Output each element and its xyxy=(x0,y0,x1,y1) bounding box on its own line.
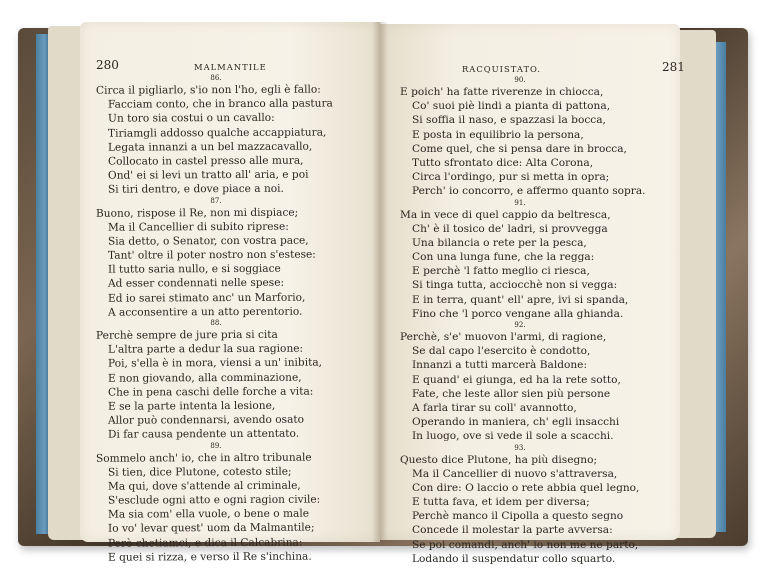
verse-line: Se poi comandi, anch' io non me ne parto, xyxy=(412,538,639,551)
stanza-number: 92. xyxy=(514,321,526,329)
verse-line: Tiriamgli addosso qualche accappiatura, xyxy=(107,126,327,140)
verse-line: E se la parte intenta la lesione, xyxy=(107,399,276,413)
verse-line: E quand' ei giunga, ed ha la rete sotto, xyxy=(412,373,621,386)
verse-line: Il tutto saria nullo, e si soggiace xyxy=(107,263,281,276)
verse-line: L'altra parte a dedur la sua ragione: xyxy=(107,342,304,356)
verse-line: Ed io sarei stimato anc' un Marforio, xyxy=(107,291,306,305)
verse-line: Di far causa pendente un attentato. xyxy=(107,427,300,441)
verse-line: Sommelo anch' io, che in altro tribunale xyxy=(95,451,312,465)
verse-line: Che in pena caschi delle forche a vita: xyxy=(107,385,314,399)
left-stanzas xyxy=(96,74,376,564)
verse-line: Si tien, dice Plutone, cotesto stile; xyxy=(107,465,292,479)
verse-line: Questo dice Plutone, ha più disegno; xyxy=(400,453,598,466)
stanza-number: 87. xyxy=(210,196,222,205)
verse-line: Ch' è il tosico de' ladri, si provvegga xyxy=(412,222,608,235)
verse-line: Perch' io concorro, e affermo quanto sopra. xyxy=(412,185,646,198)
page-number: 281 xyxy=(662,60,685,74)
page-number: 280 xyxy=(96,58,119,72)
verse-line: Si tinga tutta, acciocchè non si vegga: xyxy=(412,279,618,292)
verse-line: Ma il Cancellier di nuovo s'attraversa, xyxy=(412,467,618,480)
verse-line: Concede il molestar la parte avversa: xyxy=(412,524,613,537)
right-page-text xyxy=(400,60,685,566)
verse-line: Ond' ei si levi un tratto all' aria, e poi xyxy=(107,168,309,182)
verse-line: Si soffia il naso, e spazzasi la bocca, xyxy=(412,114,606,127)
verse-line: E quei si rizza, e verso il Re s'inchina. xyxy=(107,550,312,564)
verse-line: In luogo, ove si vede il sole a scacchi. xyxy=(412,430,614,443)
verse-line: E perchè 'l fatto meglio ci riesca, xyxy=(412,265,590,278)
verse-line: Buono, rispose il Re, non mi dispiace; xyxy=(95,206,299,220)
verse-line: Come quel, che si pensa dare in brocca, xyxy=(412,142,627,155)
verse-line: Ma in vece di quel cappio da beltresca, xyxy=(400,208,611,221)
verse-line: A acconsentire a un atto perentorio. xyxy=(107,305,303,319)
verse-line: E poich' ha fatte riverenze in chiocca, xyxy=(400,86,604,98)
verse-line: Legata innanzi a un bel mazzacavallo, xyxy=(107,140,313,154)
verse-line: Con dire: O laccio o rete abbia quel legno, xyxy=(412,481,640,494)
running-head: MALMANTILE xyxy=(194,62,267,72)
stanza-number: 93. xyxy=(514,443,526,452)
verse-line: E non giovando, alla comminazione, xyxy=(107,371,302,385)
stanza-number: 91. xyxy=(514,198,526,207)
verse-line: Si tiri dentro, e dove piace a noi. xyxy=(107,183,284,196)
verse-line: Ma sia com' ella vuole, o bene o male xyxy=(107,507,310,521)
verse-line: Io vo' levar quest' uom da Malmantile; xyxy=(107,522,315,536)
right-page-header xyxy=(400,60,685,76)
verse-line: Ad esser condennati nelle spese: xyxy=(107,277,285,291)
stanza-number: 90. xyxy=(514,76,526,84)
verse-line: Innanzi a tutti marcerà Baldone: xyxy=(412,359,588,372)
verse-line: Sia detto, o Senator, con vostra pace, xyxy=(107,234,309,248)
verse-line: A farla tirar su coll' avannotto, xyxy=(412,401,577,414)
verse-line: Perchè, s'e' muovon l'armi, di ragione, xyxy=(400,331,607,343)
verse-line: Facciam conto, che in branco alla pastura xyxy=(107,97,333,111)
verse-line: Un toro sia costui o un cavallo: xyxy=(107,112,275,126)
verse-line: Circa il pigliarlo, s'io non l'ho, egli è fallo: xyxy=(95,83,321,97)
verse-line: Circa l'ordingo, pur si metta in opra; xyxy=(412,171,610,184)
left-page-text xyxy=(96,58,376,564)
verse-line: E tutta fava, et idem per diversa; xyxy=(412,496,590,509)
running-head: RACQUISTATO. xyxy=(462,64,542,74)
stanza-number: 86. xyxy=(210,74,222,82)
verse-line: Allor può condennarsi, avendo osato xyxy=(107,413,305,427)
stanza-number: 89. xyxy=(210,441,222,450)
verse-line: Ma il Cancellier di subito riprese: xyxy=(107,220,289,234)
page-block-right xyxy=(676,30,716,538)
verse-line: Collocato in castel presso alle mura, xyxy=(107,154,304,168)
verse-line: Poi, s'ella è in mora, viensi a un' inibita, xyxy=(107,356,323,371)
verse-line: Perchè sempre de jure pria si cita xyxy=(95,328,278,342)
verse-line: Una bilancia o rete per la pesca, xyxy=(412,236,587,249)
verse-line: E in terra, quant' ell' apre, ivi si spanda, xyxy=(412,293,629,306)
verse-line: Lodando il suspendatur collo squarto. xyxy=(412,552,616,565)
verse-line: Co' suoi piè lindi a pianta di pattona, xyxy=(412,100,611,113)
verse-line: Operando in maniera, ch' egli insacchi xyxy=(412,416,620,429)
verse-line: Tutto sfrontato dice: Alta Corona, xyxy=(412,156,594,169)
verse-line: Fate, che leste allor sien più persone xyxy=(412,387,611,400)
verse-line: Fino che 'l porco vengane alla ghianda. xyxy=(412,307,624,320)
verse-line: S'esclude ogni atto e ogni ragion civile: xyxy=(107,493,321,507)
stanza-number: 88. xyxy=(210,319,222,327)
verse-line: Perchè manco il Cipolla a questo segno xyxy=(412,510,624,523)
verse-line: Tant' oltre il poter nostro non s'estese: xyxy=(107,248,316,262)
left-page-header xyxy=(96,58,376,74)
right-stanzas xyxy=(400,76,680,566)
verse-line: Se dal capo l'esercito è condotto, xyxy=(412,345,591,358)
verse-line: E posta in equilibrio la persona, xyxy=(412,128,584,141)
verse-line: Però chetiamci, e dica il Calcabrina: xyxy=(107,536,303,550)
verse-line: Ma qui, dove s'attende al criminale, xyxy=(107,479,301,493)
verse-line: Con una lunga fune, che la regga: xyxy=(412,251,595,264)
